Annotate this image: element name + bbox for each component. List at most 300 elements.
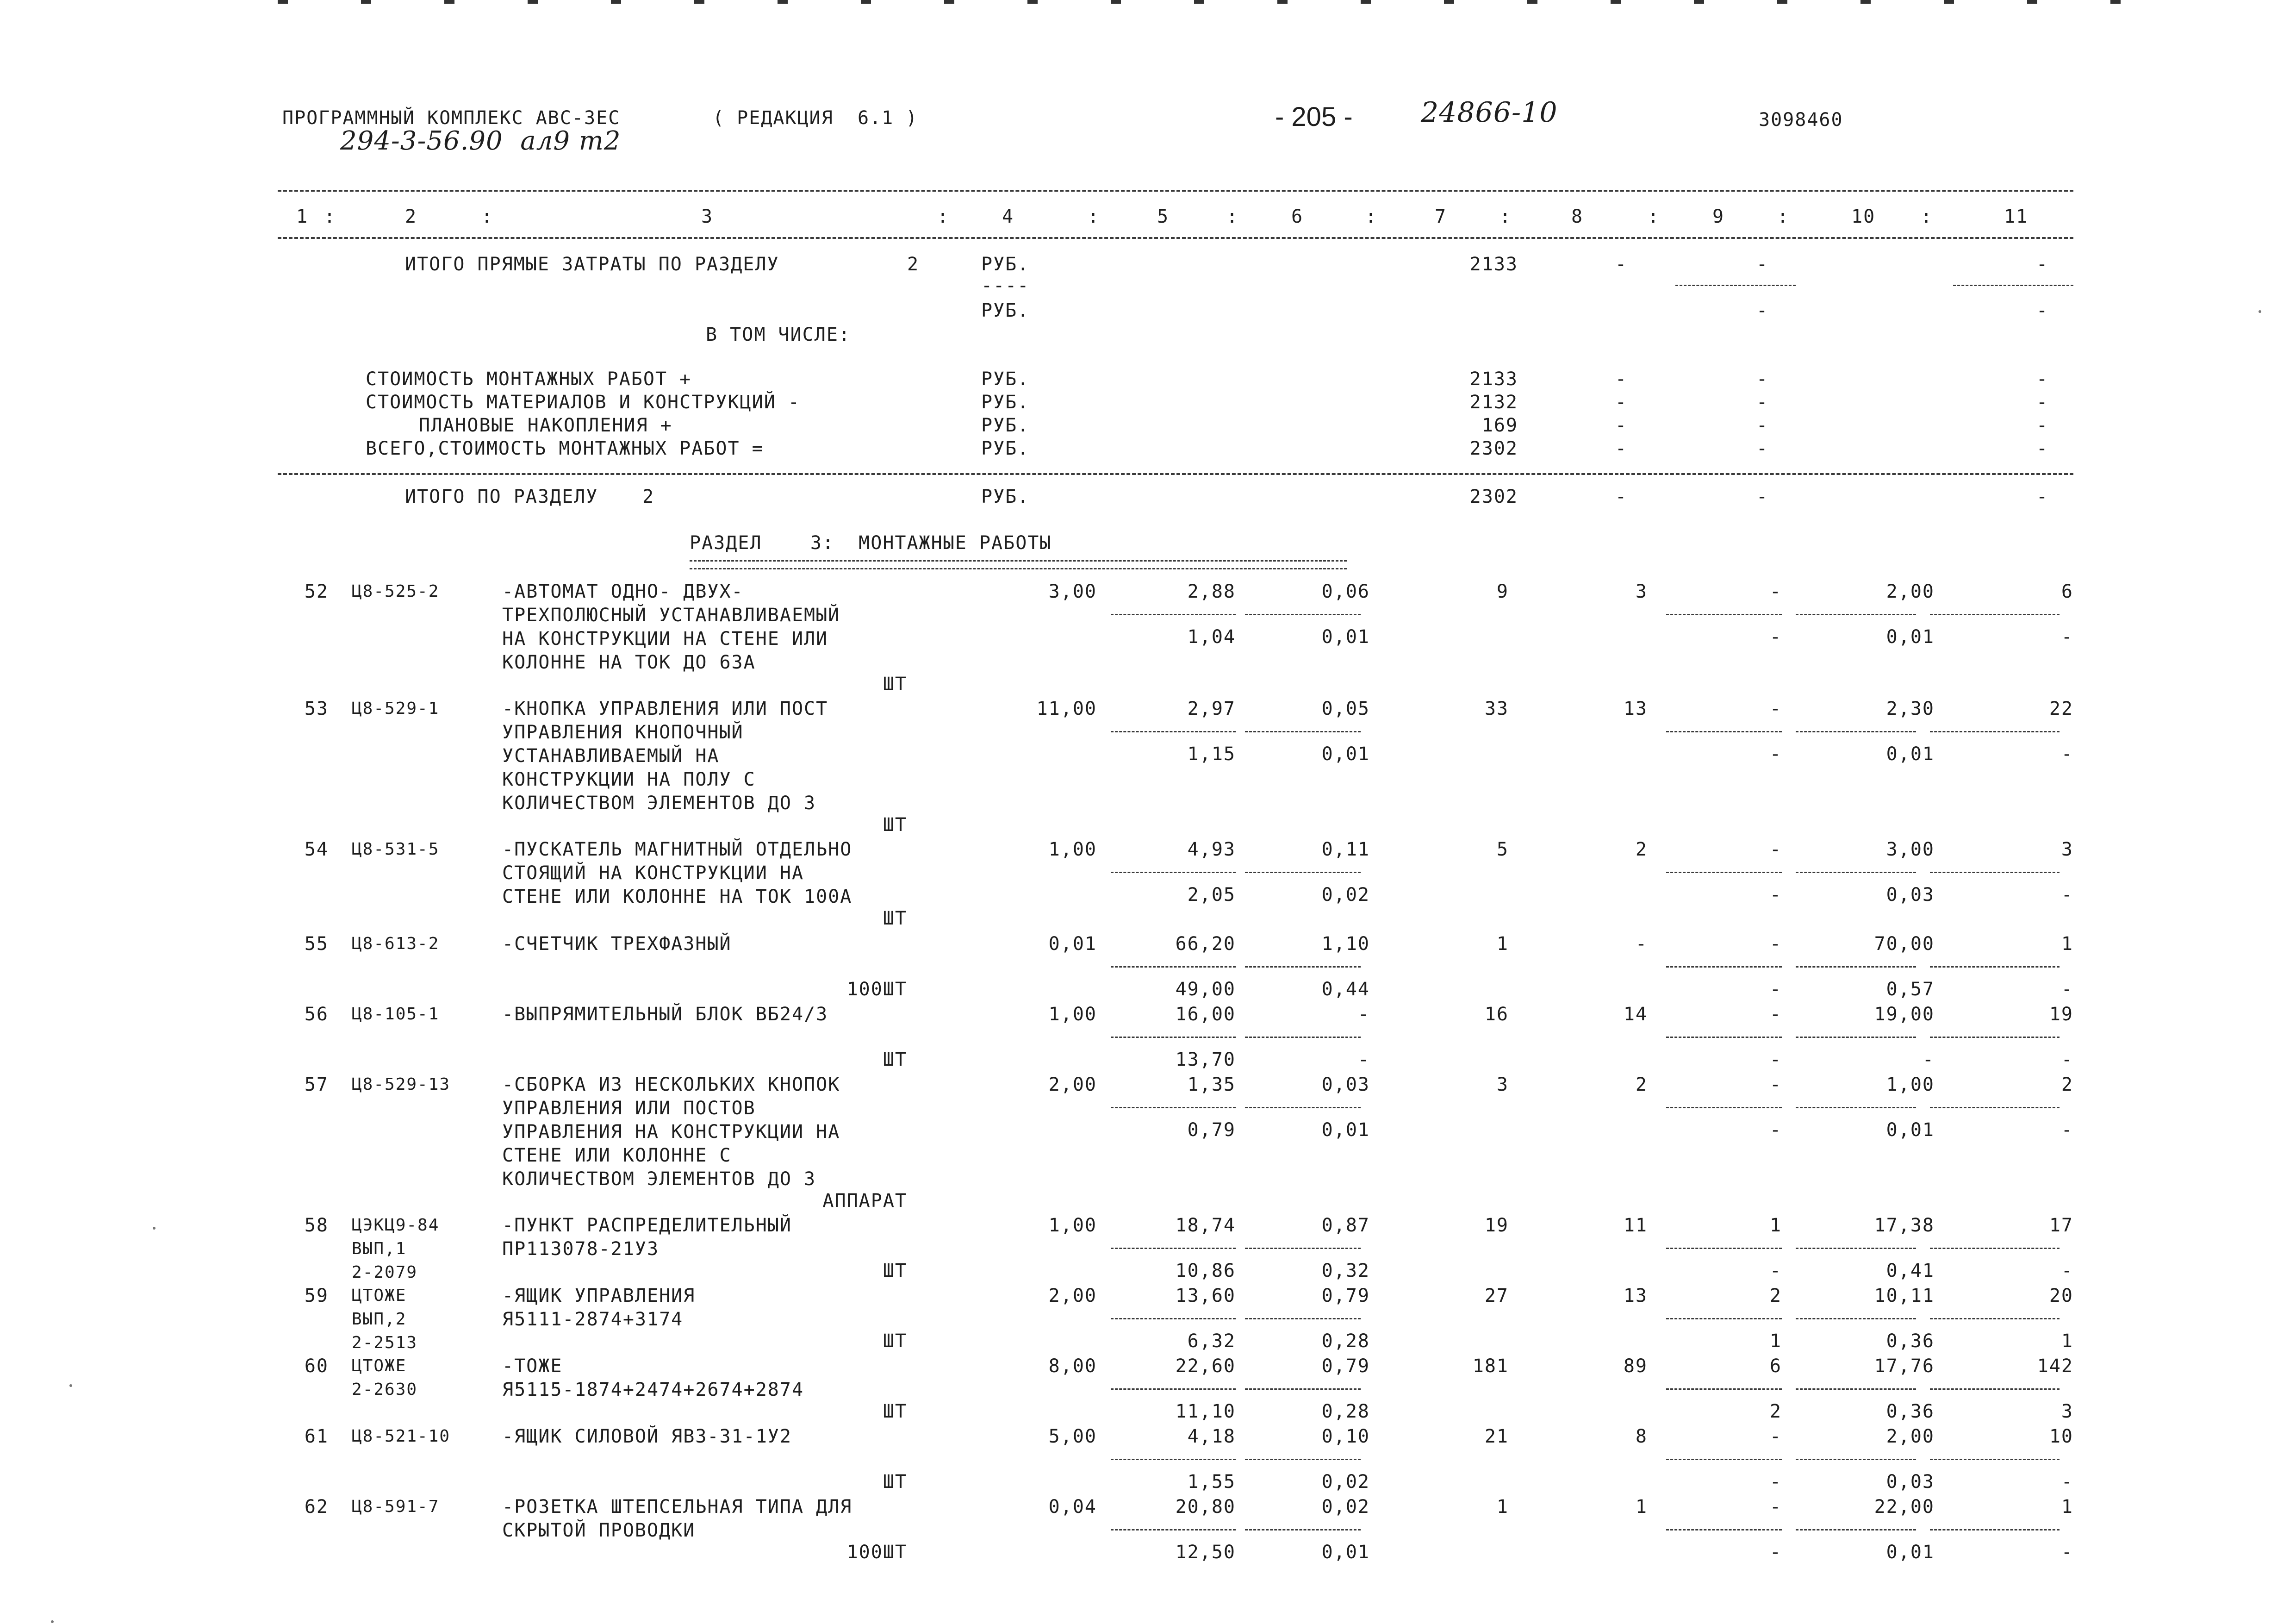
value-divider — [1666, 966, 1782, 968]
item-code: Ц8-529-1 — [352, 699, 440, 718]
item-c5b: 49,00 — [1175, 979, 1236, 1000]
item-qty: 2,00 — [1048, 1074, 1097, 1095]
section-total-section: 2 — [642, 486, 655, 507]
summary-row-label: ВСЕГО,СТОИМОСТЬ МОНТАЖНЫХ РАБОТ = — [366, 438, 764, 459]
item-description: -РОЗЕТКА ШТЕПСЕЛЬНАЯ ТИПА ДЛЯ — [502, 1496, 852, 1518]
item-c9b: - — [1769, 884, 1782, 906]
item-c11: 19 — [2049, 1004, 2073, 1025]
item-description: -СБОРКА ИЗ НЕСКОЛЬКИХ КНОПОК — [502, 1074, 840, 1095]
value-divider — [1111, 731, 1236, 732]
item-c11b: - — [2061, 1471, 2073, 1493]
summary-row-unit: РУБ. — [981, 415, 1030, 436]
edge-tick — [1694, 0, 1704, 4]
item-c5: 22,60 — [1175, 1355, 1236, 1377]
item-c6b: 0,28 — [1321, 1330, 1370, 1352]
edge-tick — [1027, 0, 1038, 4]
edge-tick — [444, 0, 454, 4]
item-qty: 8,00 — [1048, 1355, 1097, 1377]
value-divider — [1930, 872, 2060, 873]
value-divider — [1930, 614, 2060, 615]
summary-row-label: ПЛАНОВЫЕ НАКОПЛЕНИЯ + — [419, 415, 672, 436]
item-c9: 6 — [1769, 1355, 1782, 1377]
item-c10b: 0,03 — [1886, 884, 1935, 906]
item-number: 57 — [304, 1074, 329, 1095]
value-divider — [1111, 1529, 1236, 1530]
summary-row-c11: - — [2036, 392, 2049, 413]
item-c9: - — [1769, 933, 1782, 955]
item-c8: - — [1635, 933, 1648, 955]
item-c8: 13 — [1623, 1285, 1648, 1306]
item-c5: 18,74 — [1175, 1215, 1236, 1236]
edge-tick — [1111, 0, 1121, 4]
item-c5b: 1,15 — [1187, 743, 1236, 765]
item-c6: - — [1357, 1004, 1370, 1025]
item-code: Ц8-613-2 — [352, 934, 440, 953]
item-unit: ШТ — [883, 674, 907, 695]
item-c8: 11 — [1623, 1215, 1648, 1236]
item-c6: 0,79 — [1321, 1285, 1370, 1306]
column-number: 3 — [701, 206, 714, 227]
summary-row-c7: 2302 — [1469, 438, 1518, 459]
value-divider — [1245, 1107, 1361, 1108]
value-divider — [1111, 1107, 1236, 1108]
item-code: Ц8-521-10 — [352, 1427, 451, 1446]
item-c6: 0,87 — [1321, 1215, 1370, 1236]
column-number: 8 — [1571, 206, 1584, 227]
edge-tick — [1777, 0, 1787, 4]
item-description: УПРАВЛЕНИЯ ИЛИ ПОСТОВ — [502, 1098, 756, 1119]
total-direct-costs-c11b: - — [2036, 300, 2049, 321]
edition-label: ( РЕДАКЦИЯ 6.1 ) — [713, 107, 918, 129]
program-title: ПРОГРАММНЫЙ КОМПЛЕКС АВС-3ЕС — [282, 107, 621, 129]
item-c5: 4,18 — [1187, 1426, 1236, 1447]
column-number: 10 — [1851, 206, 1876, 227]
value-divider — [1666, 1248, 1782, 1249]
summary-row-c8: - — [1615, 438, 1628, 459]
item-c6: 0,02 — [1321, 1496, 1370, 1518]
value-divider — [1930, 1459, 2060, 1460]
edge-tick — [611, 0, 621, 4]
edge-tick — [2027, 0, 2037, 4]
edge-tick — [694, 0, 704, 4]
item-c5: 20,80 — [1175, 1496, 1236, 1518]
item-c6b: 0,01 — [1321, 626, 1370, 648]
item-c11: 6 — [2061, 581, 2073, 602]
item-c6: 0,03 — [1321, 1074, 1370, 1095]
total-direct-costs-unit: РУБ. — [981, 254, 1030, 275]
column-separator-mark: : — [1365, 206, 1378, 227]
column-separator-mark: : — [1921, 206, 1933, 227]
item-c5: 1,35 — [1187, 1074, 1236, 1095]
item-number: 60 — [304, 1355, 329, 1377]
item-c5b: 10,86 — [1175, 1260, 1236, 1281]
value-divider — [1666, 1318, 1782, 1319]
summary-row-label: СТОИМОСТЬ МАТЕРИАЛОВ И КОНСТРУКЦИЙ - — [366, 392, 800, 413]
edge-tick — [361, 0, 371, 4]
value-divider — [1796, 731, 1916, 732]
value-divider — [1666, 1037, 1782, 1038]
subtotal-rule-c11 — [1953, 285, 2073, 286]
item-c5: 13,60 — [1175, 1285, 1236, 1306]
edge-tick — [1611, 0, 1621, 4]
item-qty: 1,00 — [1048, 1215, 1097, 1236]
item-c8: 14 — [1623, 1004, 1648, 1025]
edge-tick — [528, 0, 538, 4]
item-c10b: 0,01 — [1886, 743, 1935, 765]
value-divider — [1245, 966, 1361, 968]
item-code: Ц8-531-5 — [352, 840, 440, 859]
item-c7: 1 — [1496, 933, 1509, 955]
value-divider — [1666, 1459, 1782, 1460]
value-divider — [1796, 1248, 1916, 1249]
item-c8: 3 — [1635, 581, 1648, 602]
item-c9: - — [1769, 1004, 1782, 1025]
total-direct-costs-c8: - — [1615, 254, 1628, 275]
column-separator-mark: : — [1088, 206, 1100, 227]
item-c6b: 0,02 — [1321, 884, 1370, 906]
item-description: Я5115-1874+2474+2674+2874 — [502, 1379, 804, 1400]
item-number: 56 — [304, 1004, 329, 1025]
item-description: СКРЫТОЙ ПРОВОДКИ — [502, 1520, 696, 1541]
item-unit: ШТ — [883, 814, 907, 836]
item-c10b: 0,41 — [1886, 1260, 1935, 1281]
column-number: 6 — [1291, 206, 1304, 227]
value-divider — [1930, 1388, 2060, 1390]
value-divider — [1245, 1037, 1361, 1038]
section-total-c11: - — [2036, 486, 2049, 507]
value-divider — [1111, 1248, 1236, 1249]
item-c9: - — [1769, 1496, 1782, 1518]
summary-row-c7: 2133 — [1469, 369, 1518, 390]
summary-row-c9: - — [1756, 438, 1769, 459]
column-separator-mark: : — [937, 206, 950, 227]
summary-row-c11: - — [2036, 438, 2049, 459]
value-divider — [1111, 872, 1236, 873]
item-description: УСТАНАВЛИВАЕМЫЙ НА — [502, 745, 720, 767]
header-bottom-rule — [278, 237, 2073, 239]
item-c8: 89 — [1623, 1355, 1648, 1377]
item-code: ЦТОЖЕ — [352, 1286, 407, 1305]
item-c5b: 0,79 — [1187, 1119, 1236, 1141]
summary-row-unit: РУБ. — [981, 392, 1030, 413]
item-number: 55 — [304, 933, 329, 955]
item-c10: 3,00 — [1886, 839, 1935, 860]
item-c11b: - — [2061, 1049, 2073, 1070]
item-qty: 3,00 — [1048, 581, 1097, 602]
item-c10: 17,76 — [1874, 1355, 1935, 1377]
edge-tick — [1944, 0, 1954, 4]
item-c9b: - — [1769, 1049, 1782, 1070]
summary-row-c7: 169 — [1481, 415, 1518, 436]
value-divider — [1796, 1388, 1916, 1390]
item-description: -КНОПКА УПРАВЛЕНИЯ ИЛИ ПОСТ — [502, 698, 828, 719]
item-c9b: - — [1769, 1260, 1782, 1281]
item-c10: 2,30 — [1886, 698, 1935, 719]
summary-row-c8: - — [1615, 369, 1628, 390]
total-direct-costs-c9b: - — [1756, 300, 1769, 321]
item-code: ЦЭКЦ9-84 — [352, 1216, 440, 1235]
item-c11: 1 — [2061, 1496, 2073, 1518]
item-c11: 20 — [2049, 1285, 2073, 1306]
item-qty: 0,04 — [1048, 1496, 1097, 1518]
item-c10: 2,00 — [1886, 581, 1935, 602]
item-code: Ц8-525-2 — [352, 582, 440, 601]
item-c11: 2 — [2061, 1074, 2073, 1095]
summary-row-unit: РУБ. — [981, 369, 1030, 390]
item-description: ТРЕХПОЛЮСНЫЙ УСТАНАВЛИВАЕМЫЙ — [502, 605, 840, 626]
item-c6: 0,11 — [1321, 839, 1370, 860]
item-description: УПРАВЛЕНИЯ КНОПОЧНЫЙ — [502, 722, 744, 743]
value-divider — [1245, 1248, 1361, 1249]
item-c9b: - — [1769, 1471, 1782, 1493]
edge-tick — [2110, 0, 2121, 4]
item-code: ЦТОЖЕ — [352, 1356, 407, 1375]
item-c7: 181 — [1472, 1355, 1509, 1377]
value-divider — [1111, 966, 1236, 968]
scan-noise — [69, 1384, 72, 1387]
value-divider — [1796, 1107, 1916, 1108]
value-divider — [1111, 614, 1236, 615]
item-number: 52 — [304, 581, 329, 602]
value-divider — [1245, 872, 1361, 873]
section-3-title: РАЗДЕЛ 3: МОНТАЖНЫЕ РАБОТЫ — [690, 532, 1052, 554]
item-c5b: 13,70 — [1175, 1049, 1236, 1070]
column-number: 4 — [1002, 206, 1014, 227]
value-divider — [1796, 1529, 1916, 1530]
item-c9b: - — [1769, 1119, 1782, 1141]
value-divider — [1111, 1318, 1236, 1319]
item-c6b: - — [1357, 1049, 1370, 1070]
item-code: 2-2079 — [352, 1263, 418, 1282]
item-c6b: 0,32 — [1321, 1260, 1370, 1281]
value-divider — [1930, 1318, 2060, 1319]
item-code: 2-2513 — [352, 1333, 418, 1352]
item-qty: 5,00 — [1048, 1426, 1097, 1447]
item-c10: 2,00 — [1886, 1426, 1935, 1447]
item-c6: 0,10 — [1321, 1426, 1370, 1447]
item-description: СТЕНЕ ИЛИ КОЛОННЕ С — [502, 1145, 732, 1166]
item-unit: ШТ — [883, 1260, 907, 1281]
edge-tick — [1860, 0, 1871, 4]
item-qty: 11,00 — [1036, 698, 1097, 719]
item-description: КОЛОННЕ НА ТОК ДО 63А — [502, 652, 756, 673]
column-separator-mark: : — [481, 206, 494, 227]
item-c10b: 0,36 — [1886, 1401, 1935, 1422]
item-code: ВЫП,1 — [352, 1239, 407, 1258]
item-description: СТОЯЩИЙ НА КОНСТРУКЦИИ НА — [502, 862, 804, 884]
item-c8: 8 — [1635, 1426, 1648, 1447]
item-c8: 1 — [1635, 1496, 1648, 1518]
item-c11: 142 — [2037, 1355, 2073, 1377]
edge-tick — [778, 0, 788, 4]
item-number: 59 — [304, 1285, 329, 1306]
item-c5: 2,88 — [1187, 581, 1236, 602]
section-title-underline — [690, 560, 1347, 569]
edge-tick — [1361, 0, 1371, 4]
item-unit: ШТ — [883, 1471, 907, 1493]
item-c6b: 0,02 — [1321, 1471, 1370, 1493]
item-code: 2-2630 — [352, 1380, 418, 1399]
item-qty: 2,00 — [1048, 1285, 1097, 1306]
item-unit: 100ШТ — [846, 1542, 907, 1563]
item-description: -ПУСКАТЕЛЬ МАГНИТНЫЙ ОТДЕЛЬНО — [502, 839, 852, 860]
total-direct-costs-c9: - — [1756, 254, 1769, 275]
item-qty: 0,01 — [1048, 933, 1097, 955]
column-separator-mark: : — [1777, 206, 1790, 227]
item-description: КОЛИЧЕСТВОМ ЭЛЕМЕНТОВ ДО 3 — [502, 793, 816, 814]
item-c9: - — [1769, 698, 1782, 719]
item-c10b: 0,01 — [1886, 1542, 1935, 1563]
item-c5b: 1,55 — [1187, 1471, 1236, 1493]
item-c7: 27 — [1484, 1285, 1509, 1306]
item-c11b: - — [2061, 884, 2073, 906]
item-c6: 0,79 — [1321, 1355, 1370, 1377]
section-total-unit: РУБ. — [981, 486, 1030, 507]
edge-tick — [1277, 0, 1288, 4]
item-number: 58 — [304, 1215, 329, 1236]
value-divider — [1245, 1318, 1361, 1319]
value-divider — [1796, 872, 1916, 873]
item-c10b: 0,01 — [1886, 626, 1935, 648]
item-c11b: - — [2061, 1260, 2073, 1281]
item-unit: ШТ — [883, 1401, 907, 1422]
value-divider — [1796, 1318, 1916, 1319]
item-c5b: 6,32 — [1187, 1330, 1236, 1352]
item-code: ВЫП,2 — [352, 1310, 407, 1329]
item-c11: 22 — [2049, 698, 2073, 719]
total-direct-costs-c7: 2133 — [1469, 254, 1518, 275]
item-description: -ЯЩИК УПРАВЛЕНИЯ — [502, 1285, 696, 1306]
item-c10: 70,00 — [1874, 933, 1935, 955]
item-c5: 16,00 — [1175, 1004, 1236, 1025]
item-number: 53 — [304, 698, 329, 719]
item-c5b: 1,04 — [1187, 626, 1236, 648]
summary-row-c9: - — [1756, 369, 1769, 390]
item-c9b: - — [1769, 743, 1782, 765]
item-c11b: 3 — [2061, 1401, 2073, 1422]
handwritten-reference: 294-3-56.90 ал9 т2 — [340, 126, 621, 156]
item-unit: ШТ — [883, 908, 907, 929]
item-description: УПРАВЛЕНИЯ НА КОНСТРУКЦИИ НА — [502, 1121, 840, 1143]
item-c9b: - — [1769, 626, 1782, 648]
value-divider — [1111, 1037, 1236, 1038]
item-c6b: 0,28 — [1321, 1401, 1370, 1422]
item-c6: 0,05 — [1321, 698, 1370, 719]
item-description: -СЧЕТЧИК ТРЕХФАЗНЫЙ — [502, 933, 732, 955]
value-divider — [1930, 966, 2060, 968]
total-direct-costs-label: ИТОГО ПРЯМЫЕ ЗАТРАТЫ ПО РАЗДЕЛУ — [405, 254, 779, 275]
item-c9b: 2 — [1769, 1401, 1782, 1422]
summary-rule — [278, 473, 2073, 475]
item-c7: 21 — [1484, 1426, 1509, 1447]
item-qty: 1,00 — [1048, 1004, 1097, 1025]
unit-dash: ---- — [981, 275, 1030, 296]
value-divider — [1245, 1459, 1361, 1460]
item-description: КОНСТРУКЦИИ НА ПОЛУ С — [502, 769, 756, 790]
item-c10b: 0,36 — [1886, 1330, 1935, 1352]
item-c11b: - — [2061, 1542, 2073, 1563]
item-c5b: 2,05 — [1187, 884, 1236, 906]
column-number: 9 — [1712, 206, 1725, 227]
item-c10b: - — [1922, 1049, 1935, 1070]
item-c9b: - — [1769, 1542, 1782, 1563]
item-qty: 1,00 — [1048, 839, 1097, 860]
item-c10: 17,38 — [1874, 1215, 1935, 1236]
value-divider — [1666, 731, 1782, 732]
item-description: -ТОЖЕ — [502, 1355, 563, 1377]
item-c11b: - — [2061, 743, 2073, 765]
summary-row-c9: - — [1756, 415, 1769, 436]
item-c11b: - — [2061, 1119, 2073, 1141]
item-c5b: 11,10 — [1175, 1401, 1236, 1422]
value-divider — [1796, 614, 1916, 615]
item-c10: 19,00 — [1874, 1004, 1935, 1025]
item-c5b: 12,50 — [1175, 1542, 1236, 1563]
value-divider — [1245, 731, 1361, 732]
item-code: Ц8-591-7 — [352, 1497, 440, 1516]
edge-tick — [861, 0, 871, 4]
value-divider — [1245, 614, 1361, 615]
item-c11: 10 — [2049, 1426, 2073, 1447]
item-c9: - — [1769, 839, 1782, 860]
column-number: 5 — [1157, 206, 1170, 227]
item-c9b: - — [1769, 979, 1782, 1000]
item-description: ПР113078-21У3 — [502, 1238, 660, 1260]
item-unit: 100ШТ — [846, 979, 907, 1000]
value-divider — [1111, 1388, 1236, 1390]
item-c8: 2 — [1635, 839, 1648, 860]
edge-tick — [278, 0, 288, 4]
item-c7: 19 — [1484, 1215, 1509, 1236]
summary-row-c7: 2132 — [1469, 392, 1518, 413]
summary-row-c9: - — [1756, 392, 1769, 413]
value-divider — [1666, 1388, 1782, 1390]
item-c11b: - — [2061, 979, 2073, 1000]
item-c11b: - — [2061, 626, 2073, 648]
item-number: 61 — [304, 1426, 329, 1447]
item-c7: 16 — [1484, 1004, 1509, 1025]
handwritten-code: 24866-10 — [1421, 96, 1558, 129]
column-separator-mark: : — [324, 206, 336, 227]
value-divider — [1930, 731, 2060, 732]
including-label: В ТОМ ЧИСЛЕ: — [706, 324, 851, 345]
item-description: НА КОНСТРУКЦИИ НА СТЕНЕ ИЛИ — [502, 628, 828, 650]
section-total-c7: 2302 — [1469, 486, 1518, 507]
item-description: КОЛИЧЕСТВОМ ЭЛЕМЕНТОВ ДО 3 — [502, 1168, 816, 1190]
edge-tick — [944, 0, 954, 4]
item-c5: 4,93 — [1187, 839, 1236, 860]
item-description: Я5111-2874+3174 — [502, 1309, 684, 1330]
item-c9: - — [1769, 1426, 1782, 1447]
edge-tick — [1527, 0, 1537, 4]
item-number: 62 — [304, 1496, 329, 1518]
item-c8: 13 — [1623, 698, 1648, 719]
subtotal-rule-c9 — [1675, 285, 1796, 286]
item-c7: 33 — [1484, 698, 1509, 719]
column-number: 11 — [2004, 206, 2028, 227]
column-number: 7 — [1435, 206, 1447, 227]
item-c6b: 0,01 — [1321, 743, 1370, 765]
value-divider — [1666, 614, 1782, 615]
page-number: - 205 - — [1275, 102, 1353, 132]
item-c7: 3 — [1496, 1074, 1509, 1095]
item-c10: 22,00 — [1874, 1496, 1935, 1518]
summary-row-c8: - — [1615, 415, 1628, 436]
value-divider — [1796, 1459, 1916, 1460]
item-c9: 2 — [1769, 1285, 1782, 1306]
item-c6b: 0,01 — [1321, 1542, 1370, 1563]
column-number: 1 — [296, 206, 309, 227]
